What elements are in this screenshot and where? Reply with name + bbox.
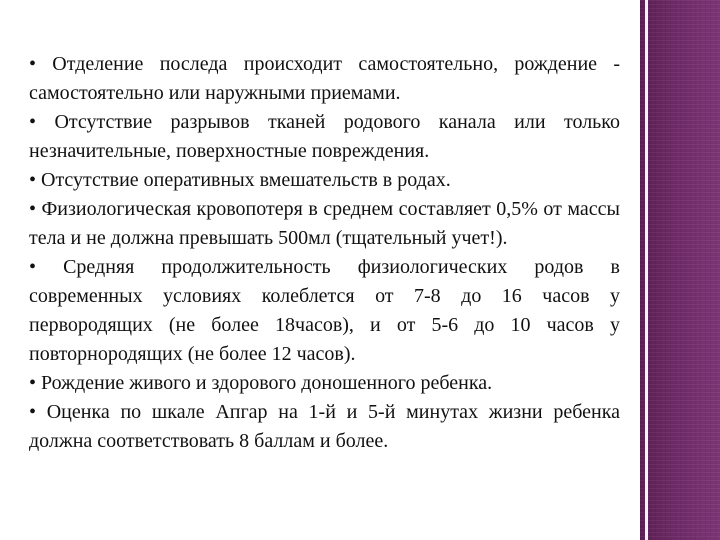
decorative-side-panel xyxy=(640,0,720,540)
bullet-list xyxy=(29,50,620,456)
bullet-item: • Рождение живого и здорового доношенного ребенка. xyxy=(29,372,493,394)
bullet-item: • Оценка по шкале Апгар на 1-й и 5-й минутах жизни ребенка должна соответствовать 8 баллам и более. xyxy=(29,401,620,452)
bullet-item: • Физиологическая кровопотеря в среднем составляет 0,5% от массы тела и не должна превышать 500мл (тщательный учет!). xyxy=(29,198,620,249)
bullet-item: • Отсутствие разрывов тканей родового канала или только незначительные, поверхностные повреждения. xyxy=(29,111,620,162)
panel-divider xyxy=(645,0,648,540)
bullet-item: • Отделение последа происходит самостоятельно, рождение - самостоятельно или наружными приемами. xyxy=(29,53,620,104)
bullet-item: • Отсутствие оперативных вмешательств в родах. xyxy=(29,169,451,191)
bullet-item: • Средняя продолжительность физиологических родов в современных условиях колеблется от 7-8 до 16 часов у первородящих (не более 18часов), и от 5-6 до 10 часов у повторнородящих (не более 12 часов). xyxy=(29,256,620,365)
